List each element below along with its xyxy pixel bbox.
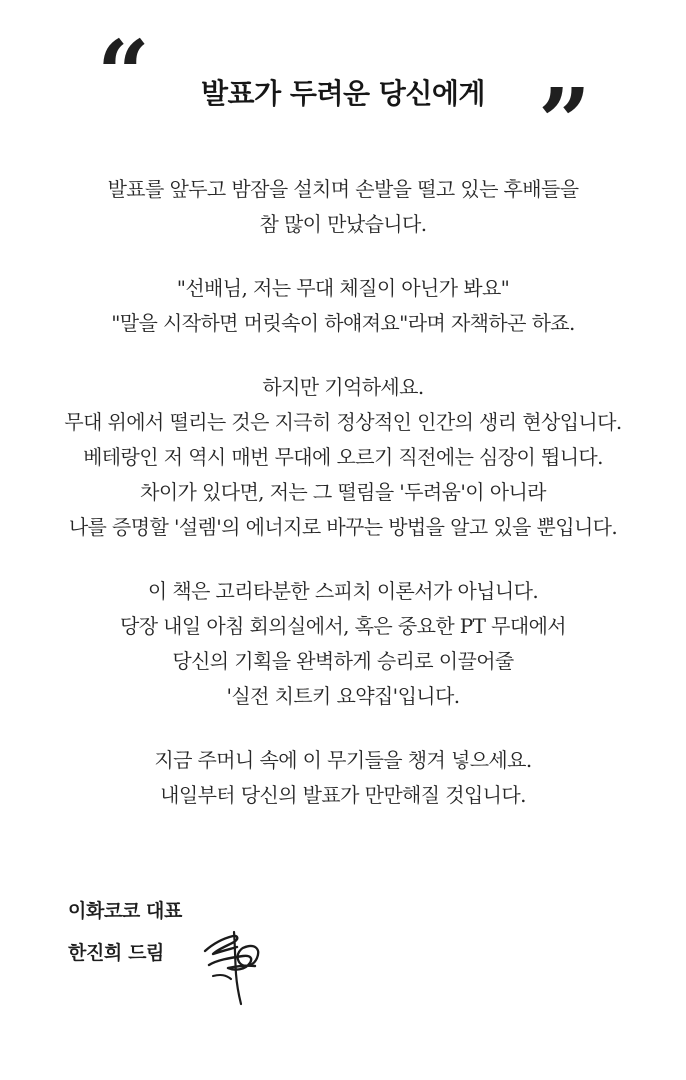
paragraph-1	[0, 172, 686, 242]
signature-block	[68, 897, 182, 967]
paragraph-line: 내일부터 당신의 발표가 만만해질 것입니다.	[160, 783, 526, 807]
paragraph-line: "선배님, 저는 무대 체질이 아닌가 봐요"	[176, 276, 510, 300]
closing-quote-mark: ”	[538, 68, 583, 176]
opening-quote-mark: “	[97, 20, 142, 128]
paragraph-line: '실전 치트키 요약집'입니다.	[226, 684, 460, 708]
paragraph-line: 당신의 기획을 완벽하게 승리로 이끌어줄	[172, 649, 514, 673]
paragraph-line: 나를 증명할 '설렘'의 에너지로 바꾸는 방법을 알고 있을 뿐입니다.	[68, 515, 618, 539]
signature-name-line: 한진희 드림	[68, 942, 164, 964]
paragraph-line: 하지만 기억하세요.	[262, 375, 424, 399]
paragraph-line: 발표를 앞두고 밤잠을 설치며 손발을 떨고 있는 후배들을	[107, 177, 579, 201]
paragraph-line: 참 많이 만났습니다.	[259, 212, 427, 236]
page-title: 발표가 두려운 당신에게	[201, 77, 485, 110]
paragraph-line: 베테랑인 저 역시 매번 무대에 오르기 직전에는 심장이 뜁니다.	[83, 445, 603, 469]
paragraph-line: 차이가 있다면, 저는 그 떨림을 '두려움'이 아니라	[140, 480, 546, 504]
letter-body	[0, 172, 686, 842]
paragraph-line: 당장 내일 아침 회의실에서, 혹은 중요한 PT 무대에서	[119, 614, 567, 638]
paragraph-3	[0, 370, 686, 545]
handwritten-signature	[195, 918, 267, 1008]
paragraph-line: 이 책은 고리타분한 스피치 이론서가 아닙니다.	[147, 579, 539, 603]
paragraph-2	[0, 271, 686, 341]
paragraph-line: 지금 주머니 속에 이 무기들을 챙겨 넣으세요.	[154, 748, 532, 772]
paragraph-4	[0, 574, 686, 714]
paragraph-line: 무대 위에서 떨리는 것은 지극히 정상적인 인간의 생리 현상입니다.	[64, 410, 622, 434]
signature-title-line: 이화코코 대표	[68, 900, 182, 922]
paragraph-line: "말을 시작하면 머릿속이 하얘져요"라며 자책하곤 하죠.	[111, 311, 575, 335]
paragraph-5	[0, 743, 686, 813]
